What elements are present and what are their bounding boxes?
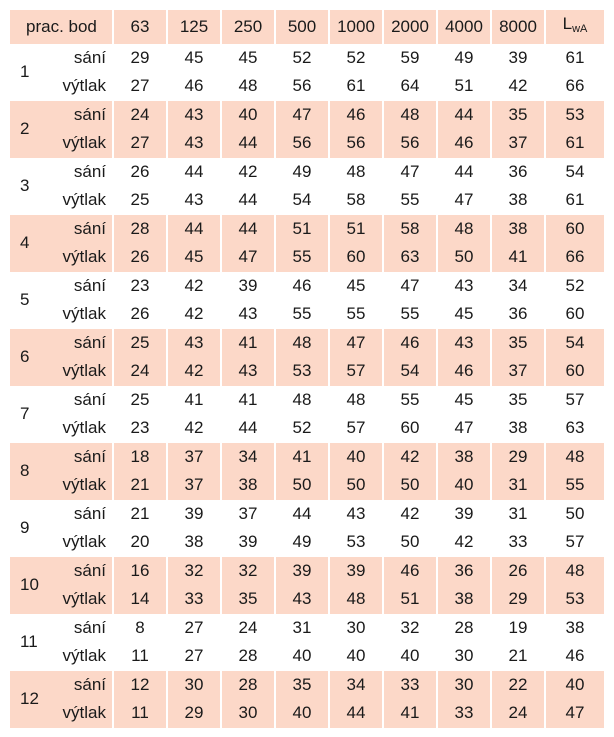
- table-row: [10, 44, 604, 73]
- value-band: 36: [436, 557, 490, 586]
- value-lwa: 38: [544, 614, 604, 643]
- value-band: 24: [112, 101, 166, 130]
- label-sani: sání: [54, 215, 112, 244]
- value-band: 33: [490, 528, 544, 557]
- value-band: 43: [436, 329, 490, 358]
- value-band: 27: [112, 129, 166, 158]
- value-band: 46: [436, 357, 490, 386]
- value-lwa: 46: [544, 642, 604, 671]
- value-band: 64: [382, 72, 436, 101]
- value-band: 41: [274, 443, 328, 472]
- value-lwa: 60: [544, 215, 604, 244]
- value-lwa: 63: [544, 414, 604, 443]
- table-row: [10, 329, 604, 358]
- label-sani: sání: [73, 503, 106, 523]
- value-band: 30: [328, 614, 382, 643]
- value-lwa: 40: [544, 671, 604, 700]
- value-band: 25: [112, 186, 166, 215]
- value-band: 37: [490, 357, 544, 386]
- value-band: 11: [112, 699, 166, 728]
- value-band: 28: [220, 642, 274, 671]
- label-vytlak: výtlak: [62, 190, 106, 209]
- value-lwa: 61: [544, 186, 604, 215]
- value-band: 44: [274, 500, 328, 529]
- label-sani: sání: [73, 389, 106, 409]
- value-band: 27: [112, 72, 166, 101]
- value-band: 25: [112, 329, 166, 358]
- table-row: [10, 699, 604, 728]
- value-band: 38: [490, 215, 544, 244]
- header-band: 8000: [490, 10, 544, 44]
- value-band: 55: [274, 300, 328, 329]
- table-row: [10, 471, 604, 500]
- value-band: 23: [112, 272, 166, 301]
- table-row: [10, 614, 604, 643]
- value-band: 43: [274, 585, 328, 614]
- header-row: [10, 10, 604, 44]
- value-band: 26: [112, 158, 166, 187]
- value-band: 33: [382, 671, 436, 700]
- value-band: 39: [220, 272, 274, 301]
- table-row: [10, 528, 604, 557]
- value-lwa: 66: [544, 243, 604, 272]
- value-band: 42: [490, 72, 544, 101]
- value-lwa: 66: [544, 72, 604, 101]
- point-number: 4: [10, 215, 54, 272]
- noise-table: [10, 10, 604, 728]
- value-band: 32: [220, 557, 274, 586]
- value-lwa: 47: [544, 699, 604, 728]
- value-band: 39: [436, 500, 490, 529]
- table-row: [10, 215, 604, 244]
- value-band: 57: [328, 357, 382, 386]
- value-band: 47: [436, 414, 490, 443]
- value-band: 36: [490, 158, 544, 187]
- value-band: 38: [436, 443, 490, 472]
- value-band: 37: [166, 443, 220, 472]
- value-band: 37: [490, 129, 544, 158]
- value-band: 55: [382, 300, 436, 329]
- table-row: [10, 101, 604, 130]
- value-band: 44: [436, 101, 490, 130]
- value-band: 34: [220, 443, 274, 472]
- value-band: 60: [382, 414, 436, 443]
- table-row: [10, 557, 604, 586]
- value-band: 35: [490, 329, 544, 358]
- value-band: 50: [382, 471, 436, 500]
- value-band: 40: [220, 101, 274, 130]
- value-lwa: 54: [544, 158, 604, 187]
- value-band: 39: [220, 528, 274, 557]
- value-band: 48: [436, 215, 490, 244]
- value-band: 43: [166, 329, 220, 358]
- value-band: 44: [328, 699, 382, 728]
- value-band: 50: [436, 243, 490, 272]
- value-lwa: 61: [544, 129, 604, 158]
- value-band: 44: [166, 158, 220, 187]
- value-band: 44: [220, 215, 274, 244]
- value-band: 41: [220, 386, 274, 415]
- label-vytlak: výtlak: [54, 129, 112, 158]
- value-band: 34: [490, 272, 544, 301]
- value-band: 43: [328, 500, 382, 529]
- table-row: [10, 272, 604, 301]
- header-band: 2000: [382, 10, 436, 44]
- value-lwa: 53: [544, 585, 604, 614]
- point-number: 5: [20, 289, 30, 309]
- header-band: 4000: [436, 10, 490, 44]
- header-band: 125: [166, 10, 220, 44]
- point-number: 7: [20, 403, 30, 423]
- value-band: 39: [166, 500, 220, 529]
- value-band: 31: [490, 471, 544, 500]
- point-number: 2: [10, 101, 54, 158]
- value-band: 48: [382, 101, 436, 130]
- value-band: 42: [382, 500, 436, 529]
- value-band: 39: [490, 44, 544, 73]
- value-band: 56: [274, 72, 328, 101]
- value-band: 35: [274, 671, 328, 700]
- value-band: 30: [220, 699, 274, 728]
- value-band: 54: [382, 357, 436, 386]
- value-band: 29: [166, 699, 220, 728]
- value-band: 33: [166, 585, 220, 614]
- value-band: 28: [220, 671, 274, 700]
- value-band: 52: [328, 44, 382, 73]
- value-band: 56: [328, 129, 382, 158]
- label-vytlak: výtlak: [62, 304, 106, 323]
- value-band: 43: [166, 186, 220, 215]
- value-band: 44: [166, 215, 220, 244]
- value-band: 42: [220, 158, 274, 187]
- value-band: 53: [274, 357, 328, 386]
- value-band: 58: [382, 215, 436, 244]
- value-band: 29: [490, 585, 544, 614]
- value-band: 22: [490, 671, 544, 700]
- header-point-label: prac. bod: [10, 10, 112, 44]
- value-band: 41: [166, 386, 220, 415]
- lwa-main: L: [562, 14, 573, 33]
- value-band: 45: [436, 300, 490, 329]
- value-band: 40: [328, 443, 382, 472]
- value-band: 42: [166, 272, 220, 301]
- value-lwa: 50: [544, 500, 604, 529]
- value-band: 19: [490, 614, 544, 643]
- value-band: 47: [436, 186, 490, 215]
- value-band: 43: [220, 300, 274, 329]
- value-band: 23: [112, 414, 166, 443]
- value-band: 57: [328, 414, 382, 443]
- label-vytlak: výtlak: [54, 471, 112, 500]
- table-row: [10, 671, 604, 700]
- value-band: 26: [112, 300, 166, 329]
- value-band: 45: [166, 44, 220, 73]
- value-band: 24: [112, 357, 166, 386]
- value-band: 35: [490, 386, 544, 415]
- value-band: 47: [328, 329, 382, 358]
- value-band: 51: [382, 585, 436, 614]
- table-row: [10, 72, 604, 101]
- header-band: 500: [274, 10, 328, 44]
- value-band: 29: [490, 443, 544, 472]
- value-band: 33: [436, 699, 490, 728]
- point-number: 8: [10, 443, 54, 500]
- value-band: 30: [166, 671, 220, 700]
- label-vytlak: výtlak: [54, 357, 112, 386]
- value-band: 34: [328, 671, 382, 700]
- value-band: 38: [490, 186, 544, 215]
- value-band: 47: [274, 101, 328, 130]
- value-band: 42: [382, 443, 436, 472]
- label-sani: sání: [54, 557, 112, 586]
- value-band: 45: [166, 243, 220, 272]
- value-band: 47: [220, 243, 274, 272]
- value-band: 45: [328, 272, 382, 301]
- value-band: 24: [490, 699, 544, 728]
- value-band: 58: [328, 186, 382, 215]
- point-number: 11: [20, 631, 38, 651]
- table-row: [10, 186, 604, 215]
- value-band: 44: [220, 414, 274, 443]
- value-band: 40: [382, 642, 436, 671]
- header-band: 63: [112, 10, 166, 44]
- value-band: 55: [382, 186, 436, 215]
- value-band: 38: [490, 414, 544, 443]
- point-number: 12: [10, 671, 54, 728]
- value-band: 41: [382, 699, 436, 728]
- header-band: 1000: [328, 10, 382, 44]
- value-band: 32: [166, 557, 220, 586]
- value-band: 44: [220, 186, 274, 215]
- value-band: 14: [112, 585, 166, 614]
- value-band: 48: [328, 158, 382, 187]
- table-body: [10, 44, 604, 728]
- table-row: [10, 158, 604, 187]
- value-band: 38: [166, 528, 220, 557]
- value-band: 31: [490, 500, 544, 529]
- value-band: 50: [274, 471, 328, 500]
- value-band: 37: [220, 500, 274, 529]
- value-band: 53: [328, 528, 382, 557]
- value-lwa: 52: [544, 272, 604, 301]
- value-band: 39: [274, 557, 328, 586]
- value-band: 40: [274, 642, 328, 671]
- label-vytlak: výtlak: [54, 243, 112, 272]
- value-band: 29: [112, 44, 166, 73]
- label-vytlak: výtlak: [54, 699, 112, 728]
- value-band: 38: [436, 585, 490, 614]
- value-band: 18: [112, 443, 166, 472]
- table-row: [10, 443, 604, 472]
- label-sani: sání: [54, 329, 112, 358]
- label-sani: sání: [73, 617, 106, 637]
- label-vytlak: výtlak: [62, 646, 106, 665]
- label-vytlak: výtlak: [62, 532, 106, 551]
- value-band: 21: [112, 471, 166, 500]
- table-row: [10, 642, 604, 671]
- value-band: 51: [328, 215, 382, 244]
- value-band: 43: [166, 101, 220, 130]
- value-band: 63: [382, 243, 436, 272]
- value-band: 28: [112, 215, 166, 244]
- table-row: [10, 585, 604, 614]
- value-band: 59: [382, 44, 436, 73]
- value-band: 46: [328, 101, 382, 130]
- value-lwa: 60: [544, 300, 604, 329]
- value-band: 48: [328, 585, 382, 614]
- value-band: 46: [382, 329, 436, 358]
- value-band: 60: [328, 243, 382, 272]
- value-band: 48: [220, 72, 274, 101]
- table-row: [10, 243, 604, 272]
- label-sani: sání: [73, 275, 106, 295]
- value-lwa: 53: [544, 101, 604, 130]
- value-band: 28: [436, 614, 490, 643]
- value-band: 41: [490, 243, 544, 272]
- value-band: 46: [382, 557, 436, 586]
- value-band: 43: [166, 129, 220, 158]
- point-number: 10: [10, 557, 54, 614]
- header-lwa: [544, 10, 604, 44]
- value-band: 49: [274, 528, 328, 557]
- value-band: 40: [436, 471, 490, 500]
- label-sani: sání: [54, 671, 112, 700]
- lwa-sub: wA: [572, 23, 588, 35]
- value-band: 16: [112, 557, 166, 586]
- value-band: 30: [436, 642, 490, 671]
- label-vytlak: výtlak: [62, 418, 106, 437]
- value-band: 55: [328, 300, 382, 329]
- value-band: 27: [166, 642, 220, 671]
- table-row: [10, 414, 604, 443]
- value-band: 12: [112, 671, 166, 700]
- label-vytlak: výtlak: [62, 76, 106, 95]
- value-band: 47: [382, 158, 436, 187]
- value-band: 35: [490, 101, 544, 130]
- value-band: 46: [166, 72, 220, 101]
- point-number: 1: [20, 61, 30, 81]
- value-lwa: 57: [544, 528, 604, 557]
- value-band: 46: [436, 129, 490, 158]
- table-row: [10, 386, 604, 415]
- label-sani: sání: [54, 101, 112, 130]
- value-band: 30: [436, 671, 490, 700]
- value-band: 51: [436, 72, 490, 101]
- value-band: 52: [274, 414, 328, 443]
- value-band: 31: [274, 614, 328, 643]
- value-band: 38: [220, 471, 274, 500]
- value-band: 51: [274, 215, 328, 244]
- value-band: 11: [112, 642, 166, 671]
- value-band: 47: [382, 272, 436, 301]
- value-band: 42: [166, 414, 220, 443]
- value-lwa: 60: [544, 357, 604, 386]
- label-vytlak: výtlak: [54, 585, 112, 614]
- value-band: 50: [328, 471, 382, 500]
- table-row: [10, 300, 604, 329]
- label-sani: sání: [54, 443, 112, 472]
- value-band: 46: [274, 272, 328, 301]
- value-band: 52: [274, 44, 328, 73]
- value-band: 42: [166, 357, 220, 386]
- value-band: 50: [382, 528, 436, 557]
- value-band: 42: [436, 528, 490, 557]
- value-band: 8: [112, 614, 166, 643]
- value-band: 44: [220, 129, 274, 158]
- value-lwa: 61: [544, 44, 604, 73]
- value-band: 41: [220, 329, 274, 358]
- value-band: 55: [274, 243, 328, 272]
- value-band: 45: [436, 386, 490, 415]
- value-band: 49: [274, 158, 328, 187]
- point-number: 3: [20, 175, 30, 195]
- value-lwa: 48: [544, 557, 604, 586]
- value-band: 48: [274, 386, 328, 415]
- table-row: [10, 357, 604, 386]
- value-lwa: 57: [544, 386, 604, 415]
- label-sani: sání: [73, 161, 106, 181]
- value-band: 39: [328, 557, 382, 586]
- value-band: 56: [274, 129, 328, 158]
- value-band: 26: [112, 243, 166, 272]
- value-lwa: 55: [544, 471, 604, 500]
- value-band: 25: [112, 386, 166, 415]
- value-band: 20: [112, 528, 166, 557]
- value-band: 43: [436, 272, 490, 301]
- point-number: 6: [10, 329, 54, 386]
- label-sani: sání: [73, 47, 106, 67]
- value-band: 35: [220, 585, 274, 614]
- table-row: [10, 500, 604, 529]
- value-band: 61: [328, 72, 382, 101]
- point-number: 9: [20, 517, 30, 537]
- value-lwa: 48: [544, 443, 604, 472]
- value-band: 27: [166, 614, 220, 643]
- value-band: 45: [220, 44, 274, 73]
- value-band: 24: [220, 614, 274, 643]
- value-band: 54: [274, 186, 328, 215]
- value-band: 48: [274, 329, 328, 358]
- value-band: 40: [328, 642, 382, 671]
- value-band: 32: [382, 614, 436, 643]
- value-band: 40: [274, 699, 328, 728]
- value-band: 56: [382, 129, 436, 158]
- value-band: 43: [220, 357, 274, 386]
- value-band: 36: [490, 300, 544, 329]
- header-band: 250: [220, 10, 274, 44]
- value-band: 48: [328, 386, 382, 415]
- value-band: 21: [112, 500, 166, 529]
- value-band: 26: [490, 557, 544, 586]
- value-band: 55: [382, 386, 436, 415]
- value-band: 37: [166, 471, 220, 500]
- value-band: 49: [436, 44, 490, 73]
- table-row: [10, 129, 604, 158]
- value-band: 44: [436, 158, 490, 187]
- value-lwa: 54: [544, 329, 604, 358]
- value-band: 42: [166, 300, 220, 329]
- value-band: 21: [490, 642, 544, 671]
